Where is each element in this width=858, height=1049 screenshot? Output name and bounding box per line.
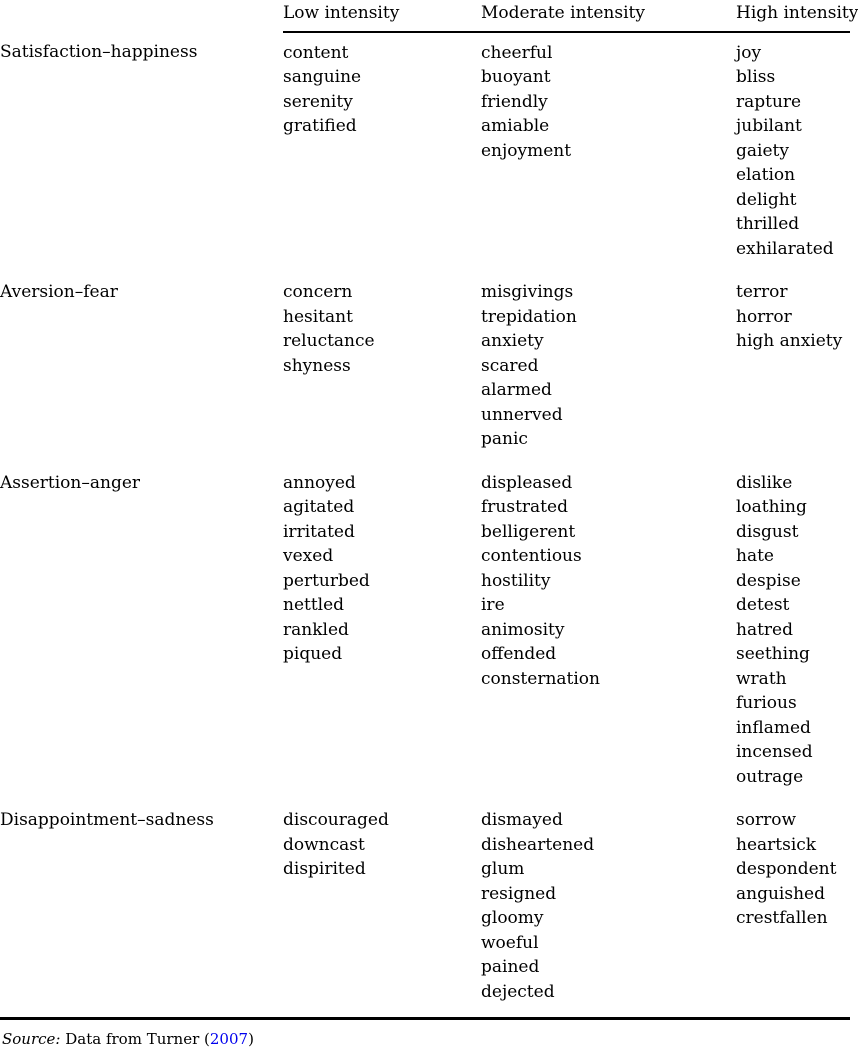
category-label: Disappointment–sadness [0,810,214,830]
source-label: Source: [2,1030,61,1048]
emotion-word: piqued [283,644,343,664]
table-bottom-rule [0,1017,850,1020]
emotion-word: anxiety [481,331,544,351]
emotion-word: incensed [736,742,813,762]
emotion-word: outrage [736,766,804,787]
emotion-word: misgivings [481,282,574,302]
emotion-word: concern [283,282,353,302]
emotion-word: anguished [736,883,825,904]
emotion-word: shyness [283,355,351,376]
source-suffix: ) [248,1030,254,1048]
high-intensity-cell [736,32,850,273]
emotion-word: gratified [283,116,357,136]
emotion-word: woeful [481,932,539,953]
emotion-word: elation [736,165,796,185]
emotion-word: disgust [736,521,799,542]
table-row [0,463,850,801]
emotion-word: jubilant [736,116,802,136]
emotion-word: discouraged [283,810,389,830]
emotion-word: consternation [481,668,600,689]
corner-cell [0,0,283,32]
emotion-word: exhilarated [736,238,834,259]
emotion-word: glum [481,859,525,879]
source-year-link[interactable]: 2007 [209,1030,249,1048]
category-cell [0,800,283,1015]
emotion-word: friendly [481,91,548,112]
emotion-word: heartsick [736,834,817,855]
emotion-word: terror [736,282,788,302]
emotion-word: hatred [736,619,793,640]
emotion-word: high anxiety [736,331,843,351]
category-label: Aversion–fear [0,282,118,302]
emotion-word: panic [481,429,528,449]
emotion-word: joy [736,42,762,63]
moderate-intensity-cell [481,32,736,273]
emotion-word: hate [736,546,774,566]
emotion-word: scared [481,355,539,376]
moderate-intensity-cell [481,800,736,1015]
emotion-word: inflamed [736,717,811,738]
low-intensity-cell [283,800,481,1015]
emotion-word: dislike [736,472,793,493]
emotion-word: bliss [736,67,776,87]
emotion-word: displeased [481,472,573,493]
moderate-intensity-cell [481,272,736,463]
emotion-word: dejected [481,981,555,1002]
emotion-word: loathing [736,497,807,517]
emotion-word: buoyant [481,67,551,87]
header-row [0,0,850,32]
emotion-word: resigned [481,883,557,904]
category-label: Assertion–anger [0,472,141,493]
table-row [0,272,850,463]
emotion-word: frustrated [481,497,568,517]
emotion-word: despise [736,570,801,591]
emotion-word: reluctance [283,331,375,351]
emotion-word: irritated [283,521,355,542]
emotion-word: delight [736,189,797,210]
emotion-word: annoyed [283,472,356,493]
emotion-word: vexed [283,546,334,566]
header-moderate-intensity: Moderate intensity [481,0,736,32]
emotion-word: amiable [481,116,550,136]
source-text: Data from Turner ( [60,1030,210,1048]
emotion-word: pained [481,957,540,977]
emotion-word: crestfallen [736,908,828,928]
header-low-intensity: Low intensity [283,0,481,32]
emotion-word: trepidation [481,306,577,327]
low-intensity-cell [283,463,481,801]
category-cell [0,32,283,273]
category-cell [0,272,283,463]
emotion-word: rankled [283,619,349,640]
emotion-word: unnerved [481,404,563,425]
header-high-intensity: High intensity [736,0,850,32]
high-intensity-cell [736,272,850,463]
low-intensity-cell [283,272,481,463]
emotion-word: offended [481,644,557,664]
emotion-word: thrilled [736,214,800,234]
emotion-word: serenity [283,91,353,112]
emotion-word: belligerent [481,521,576,542]
emotion-word: wrath [736,668,787,689]
category-cell [0,463,283,801]
high-intensity-cell [736,800,850,1015]
emotion-word: seething [736,644,810,664]
table-header [0,0,858,32]
emotion-word: contentious [481,546,582,566]
emotion-word: hesitant [283,306,353,327]
emotion-word: animosity [481,619,565,640]
emotion-word: perturbed [283,570,370,591]
emotion-word: gloomy [481,908,544,928]
emotion-word: rapture [736,91,802,112]
table-row [0,800,850,1015]
emotion-word: enjoyment [481,140,572,161]
table-row [0,32,850,273]
emotion-word: content [283,42,349,63]
emotion-word: sanguine [283,67,362,87]
emotion-word: dismayed [481,810,563,830]
emotion-word: hostility [481,570,551,591]
source-note [0,1030,850,1049]
emotion-word: sorrow [736,810,796,830]
high-intensity-cell [736,463,850,801]
emotion-word: alarmed [481,380,552,400]
emotion-word: horror [736,306,792,327]
emotion-word: despondent [736,859,837,879]
emotion-word: detest [736,595,790,615]
moderate-intensity-cell [481,463,736,801]
emotion-word: downcast [283,834,365,855]
emotion-word: ire [481,595,505,615]
table-body [0,32,850,1016]
emotion-word: dispirited [283,859,366,879]
emotion-word: agitated [283,497,355,517]
emotion-word: gaiety [736,140,789,161]
emotion-word: nettled [283,595,345,615]
emotion-word: disheartened [481,834,595,855]
emotion-word: furious [736,693,797,713]
low-intensity-cell [283,32,481,273]
category-label: Satisfaction–happiness [0,41,198,62]
emotion-word: cheerful [481,42,553,63]
